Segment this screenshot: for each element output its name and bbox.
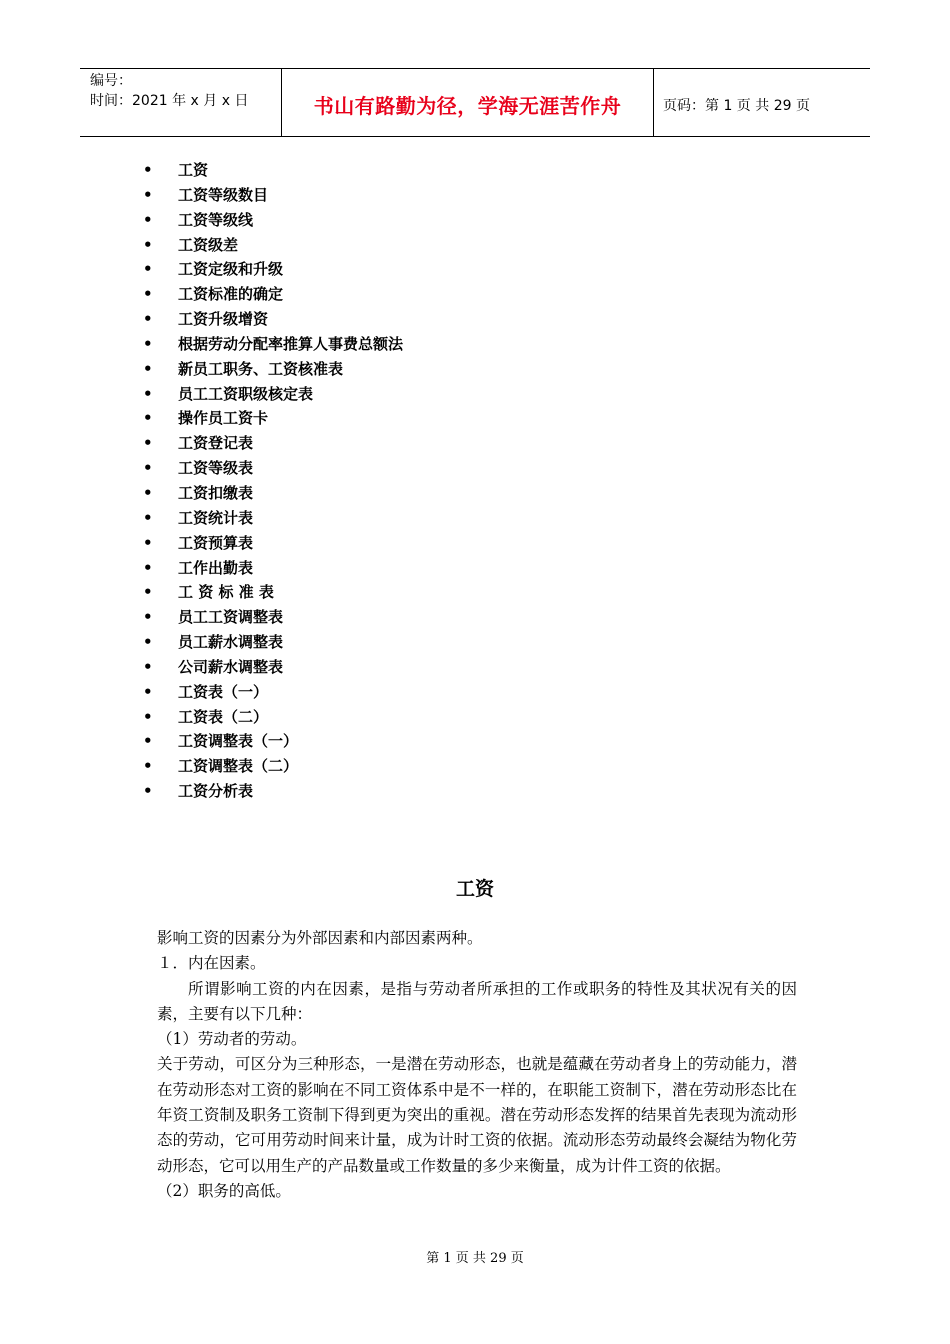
toc-item-label: 工资定级和升级 xyxy=(178,260,284,279)
toc-item-label: 工资调整表（一） xyxy=(178,732,299,751)
toc-item-label: 工资预算表 xyxy=(178,533,254,552)
page-header xyxy=(80,68,870,137)
paragraph-internal-factors: 所谓影响工资的内在因素，是指与劳动者所承担的工作或职务的特性及其状况有关的因素，主要有以下几种： xyxy=(157,979,797,1023)
document-number-label: 编号： xyxy=(90,73,132,89)
toc-item-label: 工资统计表 xyxy=(178,508,254,527)
toc-item-label: 工资调整表（二） xyxy=(178,757,299,776)
toc-item-label: 根据劳动分配率推算人事费总额法 xyxy=(178,334,404,353)
toc-item[interactable] xyxy=(143,556,403,581)
toc-item-label: 工资扣缴表 xyxy=(178,483,254,502)
toc-item[interactable] xyxy=(143,257,403,282)
bullet-icon: • xyxy=(143,359,153,378)
toc-item-label: 工资升级增资 xyxy=(178,310,269,329)
bullet-icon: • xyxy=(143,310,153,329)
toc-item[interactable] xyxy=(143,630,403,655)
toc-item-label: 员工工资职级核定表 xyxy=(178,384,314,403)
bullet-icon: • xyxy=(143,161,153,179)
toc-item[interactable] xyxy=(143,779,403,804)
toc-item[interactable] xyxy=(143,605,403,630)
toc-item[interactable] xyxy=(143,531,403,556)
bullet-icon: • xyxy=(143,732,153,751)
bullet-icon: • xyxy=(143,235,153,254)
toc-item[interactable] xyxy=(143,456,403,481)
bullet-icon: • xyxy=(143,583,153,602)
document-date-label: 时间：2021 年 x 月 x 日 xyxy=(90,93,249,109)
bullet-icon: • xyxy=(143,508,153,527)
toc-item-label: 工资等级数目 xyxy=(178,185,269,204)
bullet-icon: • xyxy=(143,782,153,801)
toc-item-label: 工资等级表 xyxy=(178,459,254,478)
bullet-icon: • xyxy=(143,757,153,776)
section-title: 工资 xyxy=(455,878,494,900)
bullet-icon: • xyxy=(143,409,153,428)
toc-item-label: 工资标准的确定 xyxy=(178,285,284,304)
toc-item-label: 工资登记表 xyxy=(178,434,254,453)
toc-item[interactable] xyxy=(143,382,403,407)
bullet-icon: • xyxy=(143,633,153,652)
bullet-icon: • xyxy=(143,459,153,478)
toc-item-label: 工 资 标 准 表 xyxy=(178,583,274,602)
header-page-number: 页码：第 1 页 共 29 页 xyxy=(663,97,810,114)
bullet-icon: • xyxy=(143,285,153,304)
toc-item-label: 员工工资调整表 xyxy=(178,608,284,627)
toc-item[interactable] xyxy=(143,332,403,357)
toc-item[interactable] xyxy=(143,208,403,233)
bullet-icon: • xyxy=(143,434,153,453)
toc-item[interactable] xyxy=(143,655,403,680)
toc-item[interactable] xyxy=(143,729,403,754)
paragraph-heading-position: （2）职务的高低。 xyxy=(157,1181,291,1200)
toc-item[interactable] xyxy=(143,158,403,183)
header-motto-cell xyxy=(282,69,654,136)
toc-item-label: 工资 xyxy=(178,161,209,179)
toc-item-label: 工资表（一） xyxy=(178,682,269,701)
bullet-icon: • xyxy=(143,185,153,204)
bullet-icon: • xyxy=(143,682,153,701)
bullet-icon: • xyxy=(143,210,153,229)
bullet-icon: • xyxy=(143,334,153,353)
toc-item-label: 操作员工资卡 xyxy=(178,409,269,428)
header-meta-cell xyxy=(80,69,282,136)
table-of-contents xyxy=(143,158,403,804)
bullet-icon: • xyxy=(143,657,153,676)
toc-item-label: 公司薪水调整表 xyxy=(178,657,284,676)
toc-item[interactable] xyxy=(143,183,403,208)
toc-item[interactable] xyxy=(143,431,403,456)
toc-item-label: 员工薪水调整表 xyxy=(178,633,284,652)
toc-item-label: 工作出勤表 xyxy=(178,558,254,577)
toc-item[interactable] xyxy=(143,357,403,382)
bullet-icon: • xyxy=(143,707,153,726)
header-motto: 书山有路勤为径，学海无涯苦作舟 xyxy=(313,94,622,118)
toc-item-label: 工资表（二） xyxy=(178,707,269,726)
toc-item[interactable] xyxy=(143,481,403,506)
paragraph-heading-internal: １．内在因素。 xyxy=(157,954,266,973)
toc-item[interactable] xyxy=(143,406,403,431)
paragraph-labor-forms: 关于劳动，可区分为三种形态，一是潜在劳动形态，也就是蕴藏在劳动者身上的劳动能力，潜在劳动形态对工资的影响在不同工资体系中是不一样的，在职能工资制下，潜在劳动形态比在年资工资制及职务工资制下得到更为突出的重视。潜在劳动形态发挥的结果首先表现为流动形态的劳动，它可用劳动时间来计量，成为计时工资的依据。流动形态劳动最终会凝结为物化劳动形态，它可以用生产的产品数量或工作数量的多少来衡量，成为计件工资的依据。 xyxy=(157,1055,797,1175)
bullet-icon: • xyxy=(143,608,153,627)
bullet-icon: • xyxy=(143,260,153,279)
header-page-cell xyxy=(654,69,870,136)
toc-item-label: 工资分析表 xyxy=(178,782,254,801)
toc-item[interactable] xyxy=(143,307,403,332)
toc-item[interactable] xyxy=(143,705,403,730)
body-text xyxy=(157,926,797,1204)
toc-item[interactable] xyxy=(143,580,403,605)
toc-item[interactable] xyxy=(143,754,403,779)
toc-item-label: 工资级差 xyxy=(178,235,239,254)
toc-item[interactable] xyxy=(143,506,403,531)
paragraph-heading-labor: （1）劳动者的劳动。 xyxy=(157,1030,307,1049)
toc-item-label: 工资等级线 xyxy=(178,210,254,229)
page-footer: 第 1 页 共 29 页 xyxy=(426,1251,524,1266)
bullet-icon: • xyxy=(143,533,153,552)
toc-item[interactable] xyxy=(143,680,403,705)
toc-item-label: 新员工职务、工资核准表 xyxy=(178,359,344,378)
paragraph-intro: 影响工资的因素分为外部因素和内部因素两种。 xyxy=(157,929,483,947)
toc-item[interactable] xyxy=(143,282,403,307)
bullet-icon: • xyxy=(143,558,153,577)
toc-item[interactable] xyxy=(143,233,403,258)
bullet-icon: • xyxy=(143,384,153,403)
bullet-icon: • xyxy=(143,483,153,502)
